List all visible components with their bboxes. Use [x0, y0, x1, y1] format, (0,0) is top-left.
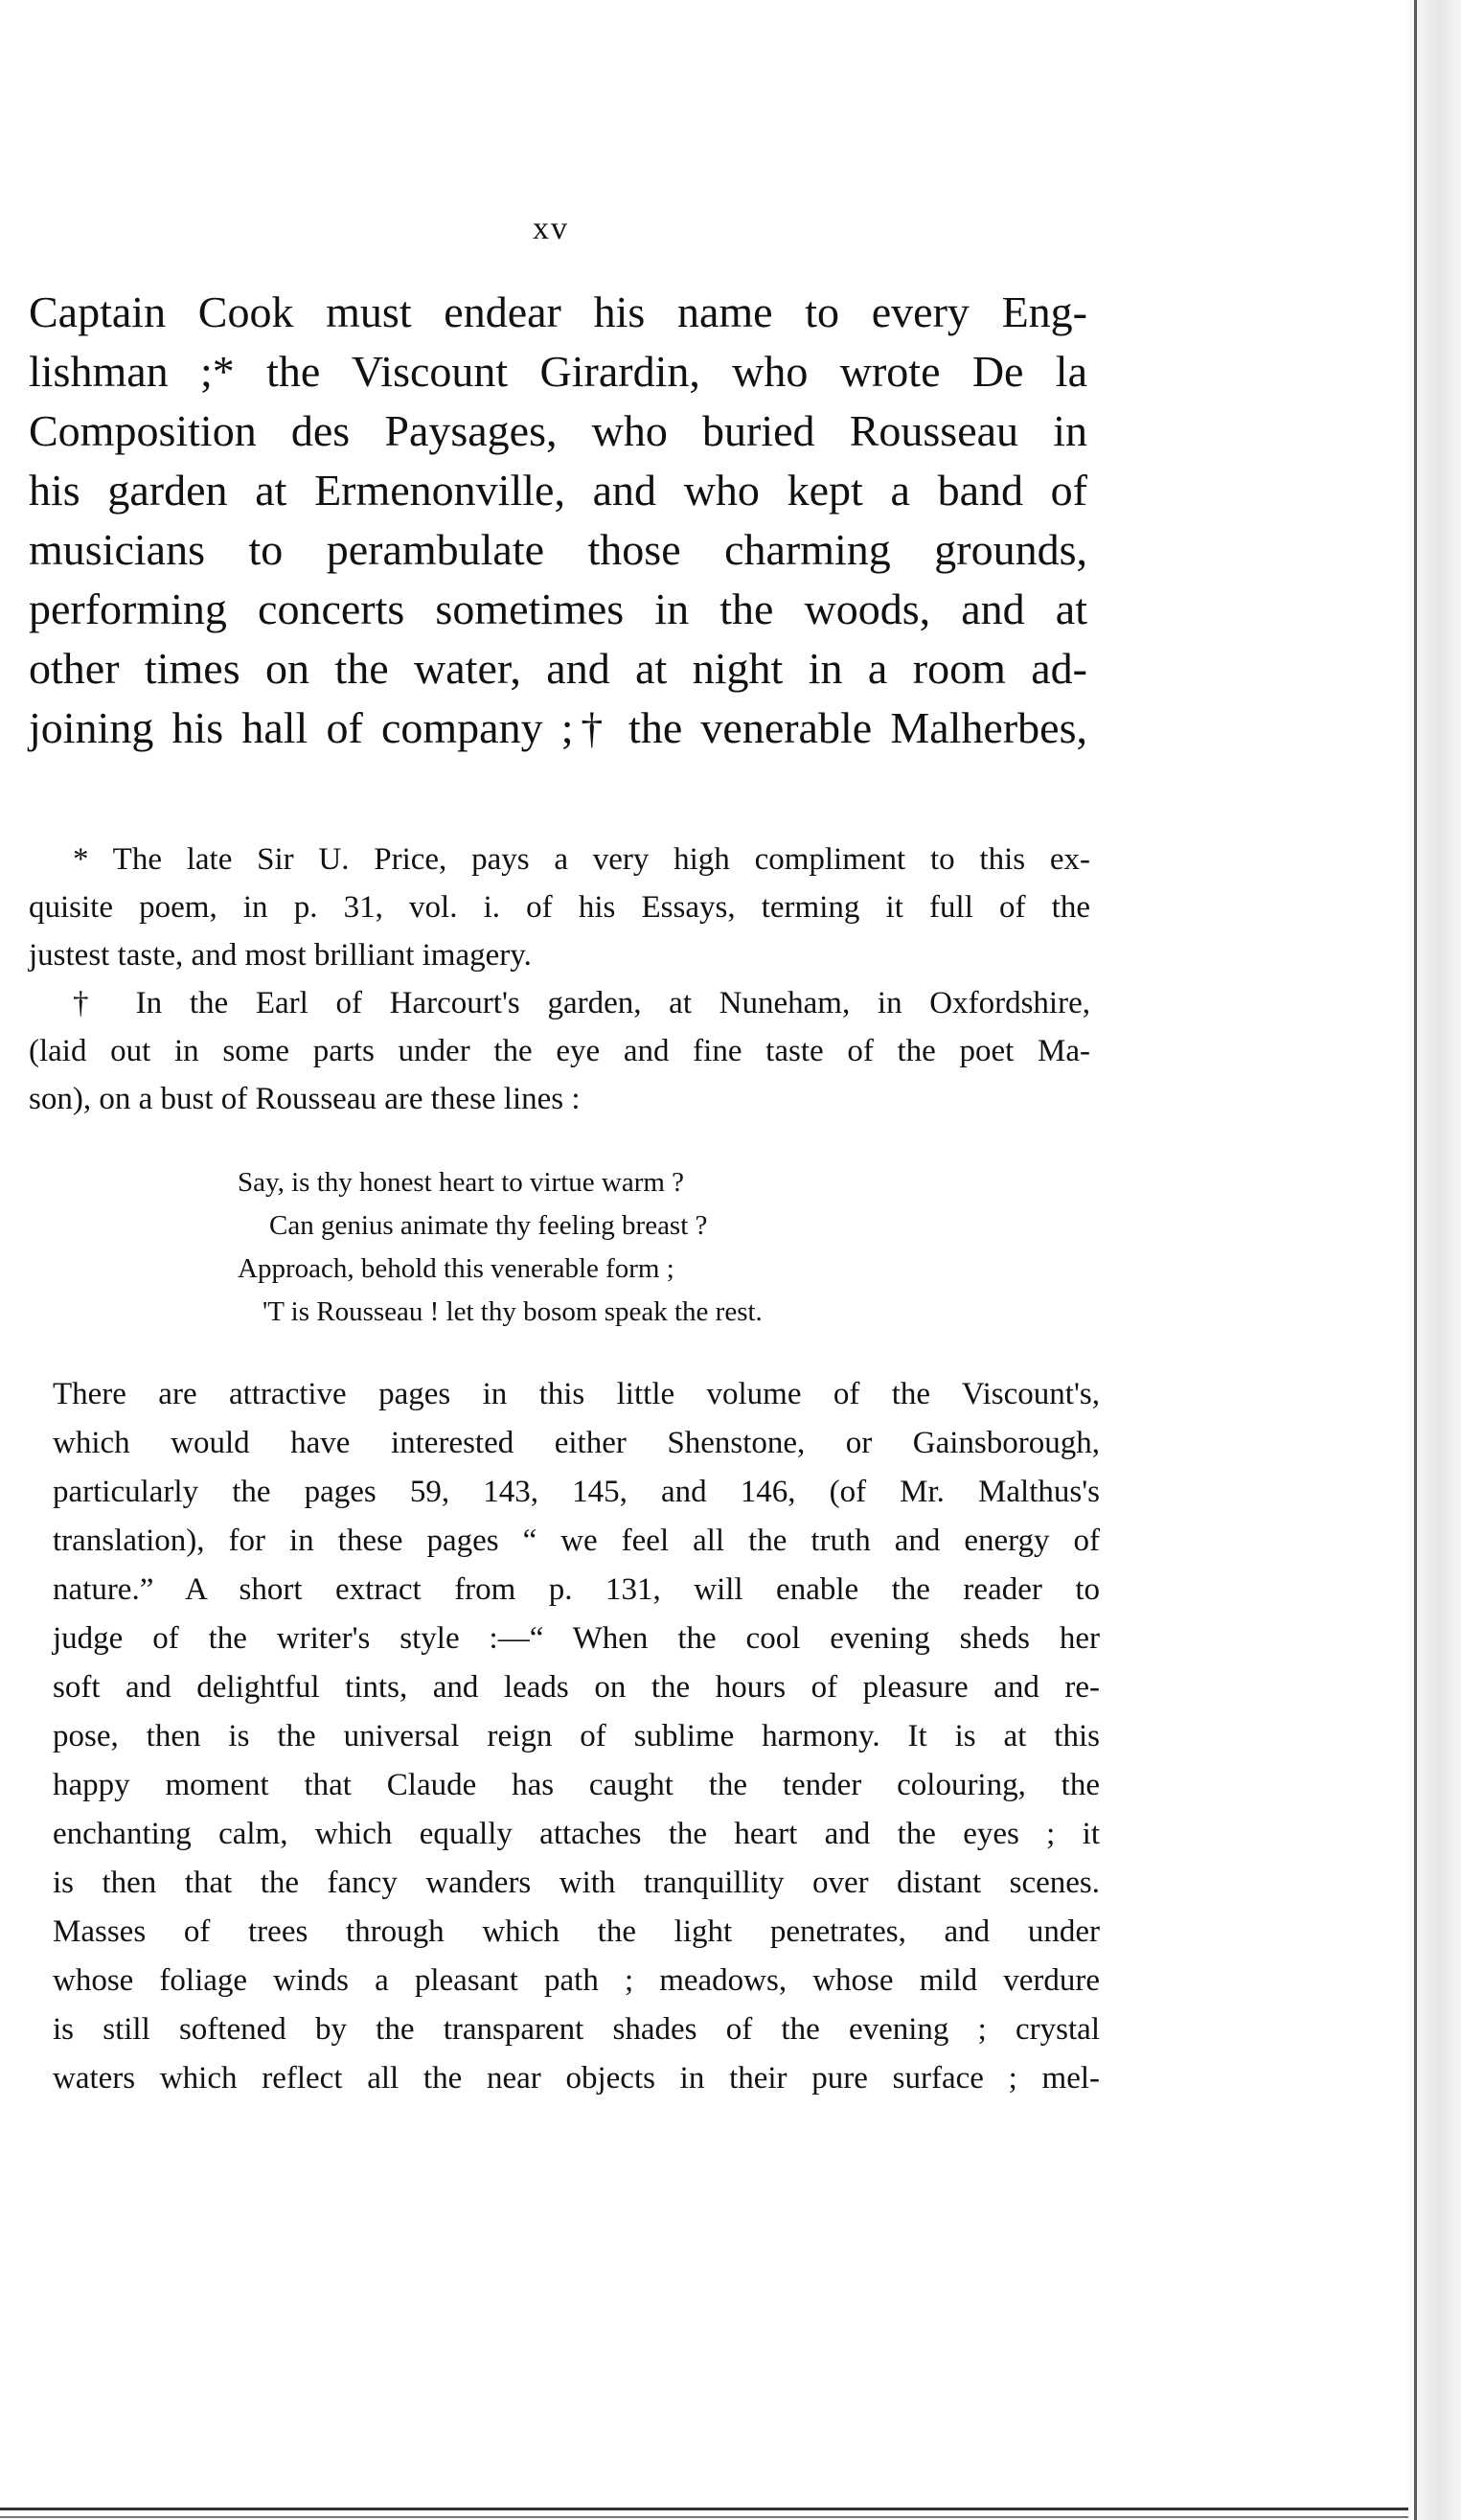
- continuation-line: soft and delightful tints, and leads on the hours of pleasure and re-: [53, 1670, 1100, 1705]
- poem-line: Say, is thy honest heart to virtue warm ?: [238, 1167, 685, 1198]
- poem-line: Can genius animate thy feeling breast ?: [269, 1210, 708, 1241]
- continuation-line: enchanting calm, which equally attaches the heart and the eyes ; it: [53, 1817, 1100, 1851]
- footnotes: [29, 836, 1090, 1123]
- continuation-line: There are attractive pages in this little volume of the Viscount's,: [53, 1377, 1100, 1411]
- continuation-line: judge of the writer's style :—“ When the cool evening sheds her: [53, 1621, 1100, 1656]
- footnote-line: (laid out in some parts under the eye and fine taste of the poet Ma-: [29, 1034, 1090, 1068]
- body-line: musicians to perambulate those charming grounds,: [29, 525, 1087, 574]
- continuation-line: Masses of trees through which the light penetrates, and under: [53, 1914, 1100, 1949]
- body-line: performing concerts sometimes in the woods, and at: [29, 584, 1087, 633]
- footnote-line: son), on a bust of Rousseau are these lines :: [29, 1082, 581, 1116]
- body-line: joining his hall of company ;† the venerable Malherbes,: [29, 703, 1087, 752]
- main-body-text: [29, 283, 1087, 758]
- body-line: Captain Cook must endear his name to every Eng-: [29, 287, 1087, 336]
- body-line: lishman ;* the Viscount Girardin, who wrote De la: [29, 347, 1087, 396]
- footnote-line: justest taste, and most brilliant imagery.: [29, 938, 532, 973]
- rousseau-poem: [238, 1161, 763, 1334]
- continuation-line: nature.” A short extract from p. 131, will enable the reader to: [53, 1572, 1100, 1607]
- bottom-rule: [0, 2508, 1408, 2510]
- footnote-line: quisite poem, in p. 31, vol. i. of his Essays, terming it full of the: [29, 890, 1090, 925]
- poem-line: Approach, behold this venerable form ;: [238, 1253, 674, 1284]
- continuation-line: whose foliage winds a pleasant path ; meadows, whose mild verdure: [53, 1963, 1100, 1998]
- continuation-line: happy moment that Claude has caught the tender colouring, the: [53, 1768, 1100, 1802]
- footnote-dagger: [29, 979, 1090, 1123]
- body-line: Composition des Paysages, who buried Rousseau in: [29, 406, 1087, 455]
- continuation-line: pose, then is the universal reign of sublime harmony. It is at this: [53, 1719, 1100, 1753]
- bottom-rule-secondary: [0, 2516, 1408, 2518]
- continuation-line: which would have interested either Shenstone, or Gainsborough,: [53, 1426, 1100, 1460]
- body-line: other times on the water, and at night in a room ad-: [29, 644, 1087, 693]
- footnote-line: † In the Earl of Harcourt's garden, at Nuneham, in Oxfordshire,: [73, 986, 1090, 1020]
- continuation-line: is still softened by the transparent shades of the evening ; crystal: [53, 2012, 1100, 2047]
- continuation-line: is then that the fancy wanders with tranquillity over distant scenes.: [53, 1866, 1100, 1900]
- poem-line: 'T is Rousseau ! let thy bosom speak the rest.: [263, 1296, 763, 1327]
- body-line: his garden at Ermenonville, and who kept a band of: [29, 466, 1087, 515]
- continuation-line: waters which reflect all the near objects in their pure surface ; mel-: [53, 2061, 1100, 2096]
- footnote-asterisk: [29, 836, 1090, 979]
- continuation-line: particularly the pages 59, 143, 145, and 146, (of Mr. Malthus's: [53, 1475, 1100, 1509]
- page-binding-edge: [1414, 0, 1417, 2520]
- footnote-continuation: [53, 1370, 1100, 2103]
- continuation-line: translation), for in these pages “ we feel all the truth and energy of: [53, 1523, 1100, 1558]
- footnote-line: * The late Sir U. Price, pays a very high compliment to this ex-: [73, 842, 1090, 877]
- page-number: xv: [533, 211, 569, 246]
